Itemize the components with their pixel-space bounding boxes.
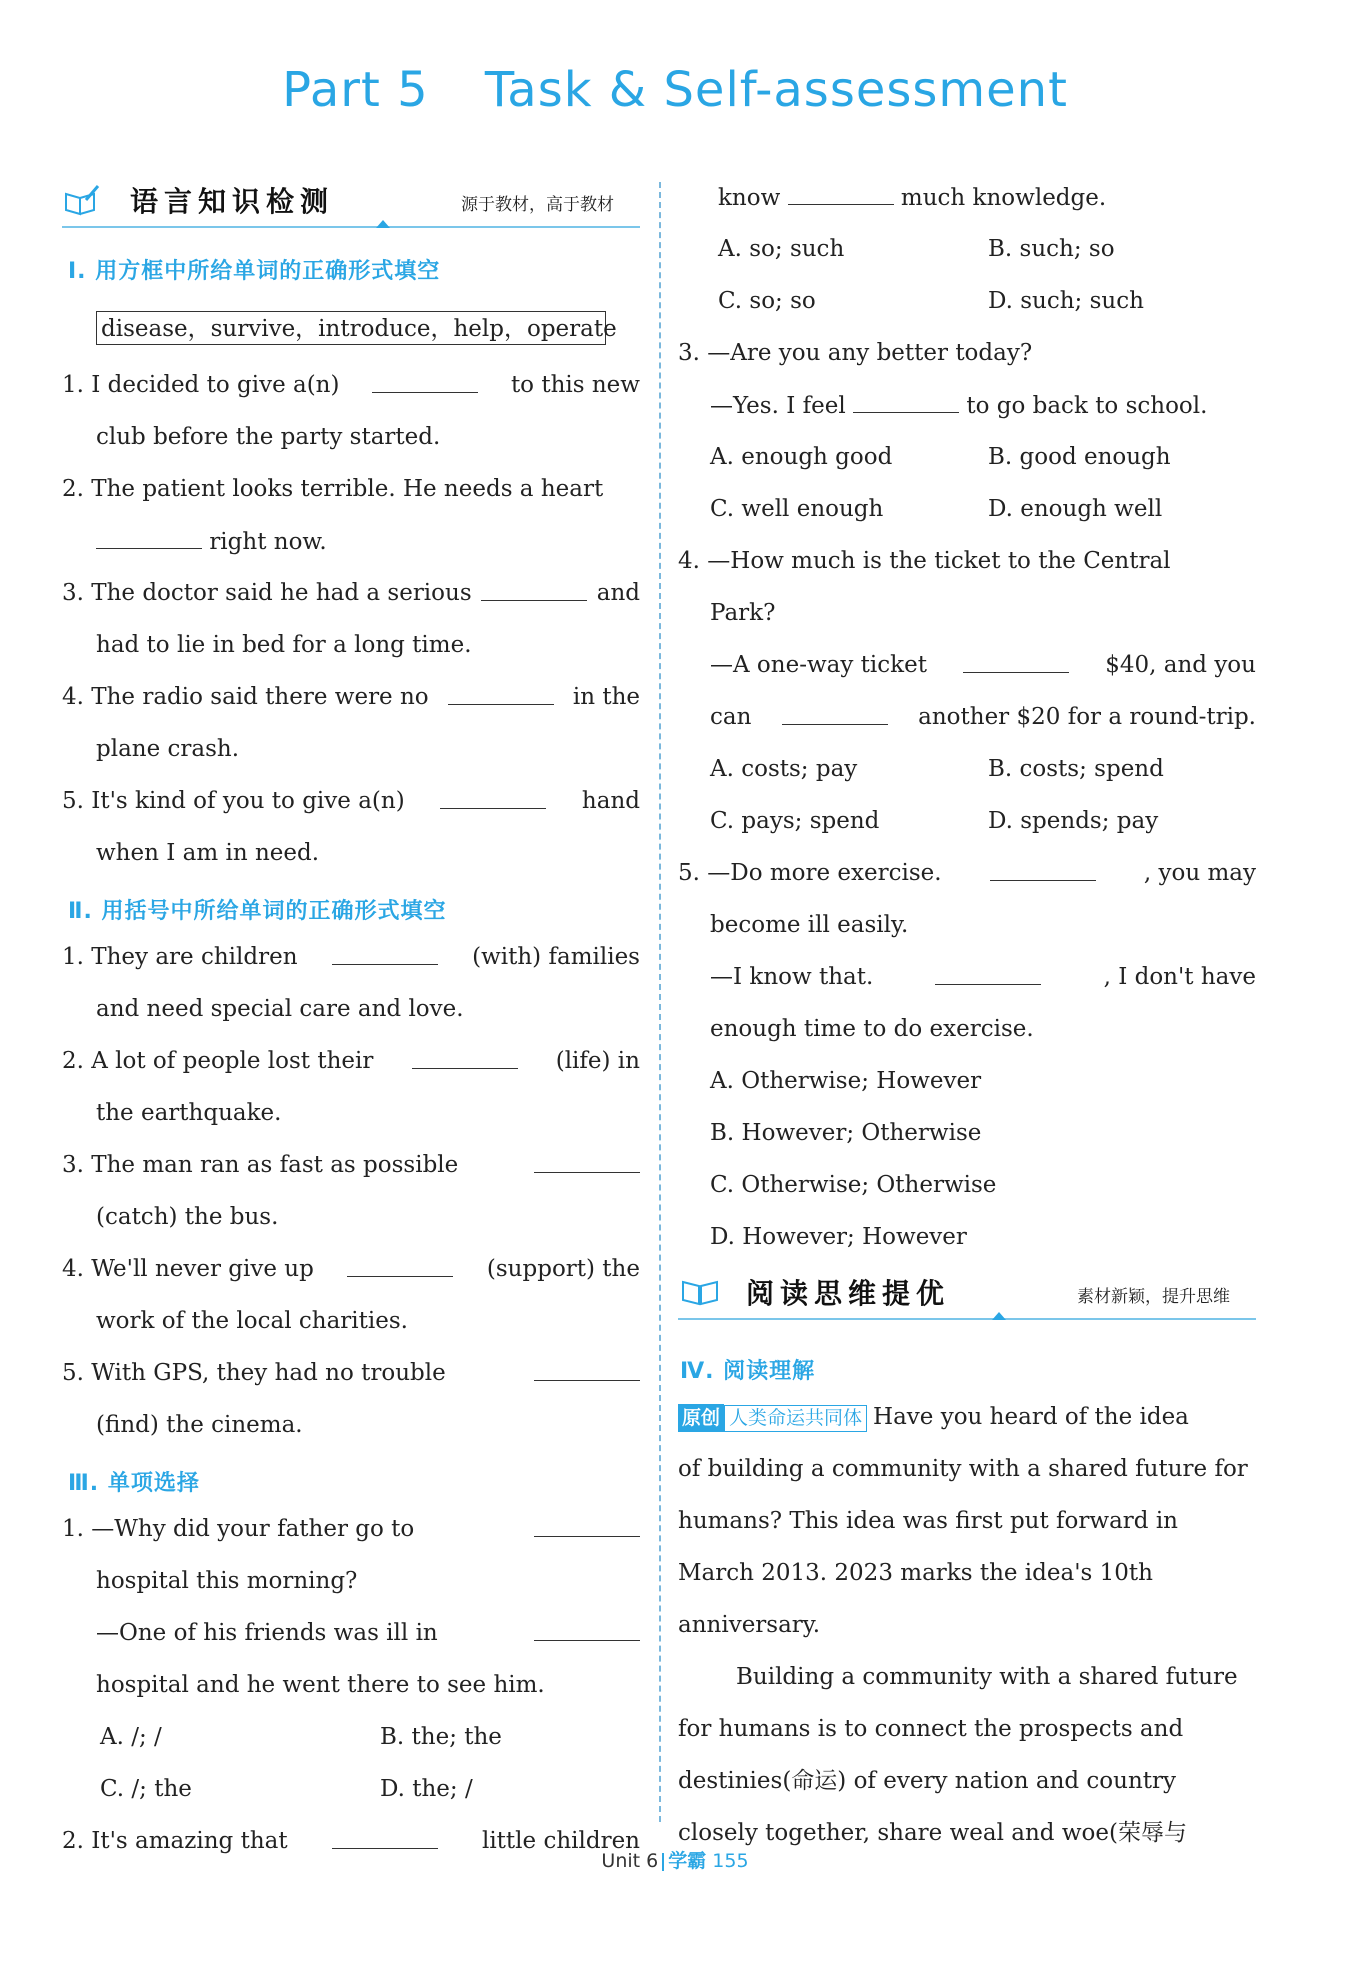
part-iii-title: Ⅲ. 单项选择 (68, 1471, 200, 1496)
option-a[interactable]: A. /; / (100, 1724, 162, 1750)
option-a[interactable]: A. costs; pay (710, 756, 858, 782)
answer-blank[interactable] (534, 1358, 640, 1381)
part-number: Part 5 (282, 62, 429, 118)
option-d[interactable]: D. However; However (710, 1224, 967, 1250)
part-i-title: Ⅰ. 用方框中所给单词的正确形式填空 (68, 259, 441, 284)
option-b[interactable]: B. good enough (988, 444, 1171, 470)
section-title: 阅读思维提优 (746, 1277, 951, 1310)
option-b[interactable]: B. such; so (988, 236, 1115, 262)
column-divider (659, 182, 661, 1822)
page-title (0, 62, 1350, 118)
passage-line: of building a community with a shared future for (678, 1456, 1248, 1482)
header-triangle-mark (992, 1312, 1006, 1320)
question-line: hospital and he went there to see him. (96, 1672, 545, 1698)
section-header-language (62, 178, 640, 228)
question-line: 5. —Do more exercise. , you may (678, 860, 1256, 886)
part-ii-title: Ⅱ. 用括号中所给单词的正确形式填空 (68, 899, 447, 924)
question-line: know much knowledge. (718, 182, 1106, 213)
page-footer (0, 1846, 1350, 1873)
question-line: become ill easily. (710, 912, 909, 938)
question-line: 2. The patient looks terrible. He needs a heart (62, 476, 604, 502)
original-tag: 原创 (678, 1404, 724, 1432)
question-line: 1. —Why did your father go to (62, 1514, 640, 1544)
option-a[interactable]: A. Otherwise; However (710, 1068, 982, 1094)
question-line: enough time to do exercise. (710, 1016, 1034, 1042)
answer-blank[interactable] (332, 942, 438, 965)
answer-blank[interactable] (935, 962, 1041, 985)
section-subtitle: 素材新颖，提升思维 (1077, 1287, 1230, 1307)
answer-blank[interactable] (347, 1254, 453, 1277)
part-iv-title: Ⅳ. 阅读理解 (680, 1359, 816, 1384)
question-line: —A one-way ticket $40, and you (710, 652, 1256, 678)
question-line: 5. It's kind of you to give a(n) hand (62, 788, 640, 814)
answer-blank[interactable] (412, 1046, 518, 1069)
question-line: —I know that. , I don't have (710, 964, 1256, 990)
page-number: 155 (712, 1850, 749, 1872)
passage-line: closely together, share weal and woe(荣辱与 (678, 1820, 1187, 1846)
brand-label: 学霸 (668, 1850, 707, 1872)
question-line: can another $20 for a round-trip. (710, 704, 1256, 730)
question-line: hospital this morning? (96, 1568, 358, 1594)
option-c[interactable]: C. Otherwise; Otherwise (710, 1172, 997, 1198)
question-line: when I am in need. (96, 840, 320, 866)
question-line: 5. With GPS, they had no trouble (62, 1358, 640, 1388)
option-d[interactable]: D. spends; pay (988, 808, 1159, 834)
answer-blank[interactable] (481, 578, 587, 601)
answer-blank[interactable] (372, 370, 478, 393)
answer-blank[interactable] (440, 786, 546, 809)
question-line: plane crash. (96, 736, 240, 762)
passage-line: anniversary. (678, 1612, 821, 1638)
theme-tag: 人类命运共同体 (724, 1405, 867, 1432)
option-c[interactable]: C. well enough (710, 496, 884, 522)
question-line: 4. —How much is the ticket to the Central (678, 548, 1171, 574)
passage-line: humans? This idea was first put forward in (678, 1508, 1178, 1534)
option-b[interactable]: B. However; Otherwise (710, 1120, 982, 1146)
passage-line: March 2013. 2023 marks the idea's 10th (678, 1560, 1153, 1586)
question-line: right now. (96, 526, 327, 557)
answer-blank[interactable] (788, 182, 894, 205)
option-d[interactable]: D. the; / (380, 1776, 473, 1802)
option-c[interactable]: C. /; the (100, 1776, 192, 1802)
section-header-reading (678, 1270, 1256, 1320)
part-name: Task & Self-assessment (484, 62, 1068, 118)
answer-blank[interactable] (534, 1150, 640, 1173)
question-line: 2. A lot of people lost their (life) in (62, 1048, 640, 1074)
question-line: 2. It's amazing that little children (62, 1828, 640, 1854)
question-line: —One of his friends was ill in (96, 1618, 640, 1648)
open-book-icon (680, 1276, 720, 1312)
section-subtitle: 源于教材，高于教材 (461, 195, 614, 215)
header-triangle-mark (376, 220, 390, 228)
question-line: 1. I decided to give a(n) to this new (62, 372, 640, 398)
option-c[interactable]: C. so; so (718, 288, 816, 314)
unit-label: Unit 6 (601, 1850, 659, 1872)
passage-line: 原创 人类命运共同体 Have you heard of the idea (678, 1402, 1256, 1432)
answer-blank[interactable] (534, 1618, 640, 1641)
question-line: 1. They are children (with) families (62, 944, 640, 970)
answer-blank[interactable] (448, 682, 554, 705)
question-line: the earthquake. (96, 1100, 282, 1126)
option-d[interactable]: D. enough well (988, 496, 1163, 522)
option-c[interactable]: C. pays; spend (710, 808, 880, 834)
question-line: 4. We'll never give up (support) the (62, 1256, 640, 1282)
answer-blank[interactable] (853, 390, 959, 413)
question-line: 3. The man ran as fast as possible (62, 1150, 640, 1180)
section-title: 语言知识检测 (130, 185, 335, 218)
question-line: work of the local charities. (96, 1308, 408, 1334)
book-pen-icon (64, 184, 100, 220)
question-line: 3. The doctor said he had a serious and (62, 580, 640, 606)
question-line: club before the party started. (96, 424, 441, 450)
question-line: (catch) the bus. (96, 1204, 279, 1230)
question-line: 4. The radio said there were no in the (62, 684, 640, 710)
question-line: —Yes. I feel to go back to school. (710, 390, 1207, 421)
question-line: and need special care and love. (96, 996, 464, 1022)
passage-line: destinies(命运) of every nation and country (678, 1768, 1177, 1794)
footer-separator (662, 1853, 664, 1871)
answer-blank[interactable] (96, 526, 202, 549)
answer-blank[interactable] (534, 1514, 640, 1537)
passage-line: for humans is to connect the prospects and (678, 1716, 1184, 1742)
option-d[interactable]: D. such; such (988, 288, 1144, 314)
answer-blank[interactable] (963, 650, 1069, 673)
passage-line: Building a community with a shared future (736, 1664, 1238, 1690)
option-a[interactable]: A. so; such (718, 236, 845, 262)
word-box: disease，survive，introduce，help，operate (96, 311, 606, 345)
question-line: 3. —Are you any better today? (678, 340, 1033, 366)
option-a[interactable]: A. enough good (710, 444, 893, 470)
answer-blank[interactable] (990, 858, 1096, 881)
question-line: had to lie in bed for a long time. (96, 632, 472, 658)
option-b[interactable]: B. costs; spend (988, 756, 1164, 782)
question-line: (find) the cinema. (96, 1412, 303, 1438)
answer-blank[interactable] (782, 702, 888, 725)
question-line: Park? (710, 600, 776, 626)
option-b[interactable]: B. the; the (380, 1724, 502, 1750)
